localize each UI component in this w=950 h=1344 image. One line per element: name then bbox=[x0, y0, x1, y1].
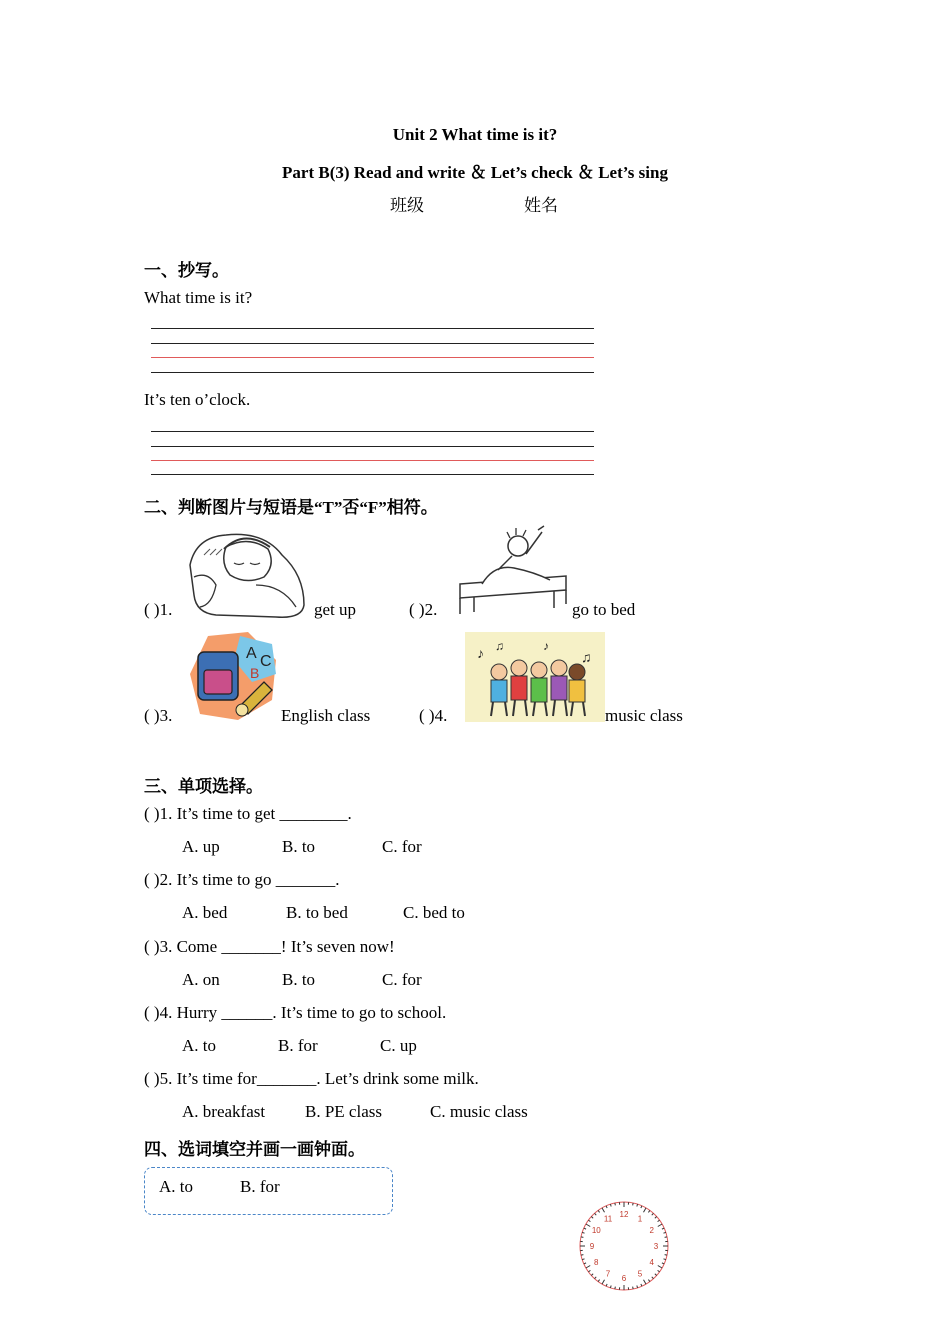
waking-boy-picture bbox=[454, 524, 572, 616]
worksheet-title: Unit 2 What time is it? bbox=[392, 125, 558, 144]
clock-tick bbox=[665, 1255, 667, 1256]
sleeping-boy-picture bbox=[186, 525, 308, 620]
mc-q2-option-c[interactable]: C. bed to bbox=[403, 903, 465, 922]
clock-tick bbox=[615, 1203, 616, 1205]
tf-item-3-phrase: English class bbox=[281, 706, 371, 725]
mc-q2-option-b[interactable]: B. to bed bbox=[286, 903, 348, 922]
mc-question-2: ( )2. It’s time to go _______. bbox=[144, 870, 340, 889]
mc-question-1: ( )1. It’s time to get ________. bbox=[144, 804, 352, 823]
section4-heading: 四、选词填空并画一画钟面。 bbox=[144, 1140, 365, 1159]
svg-text:C: C bbox=[260, 653, 272, 670]
svg-text:♫: ♫ bbox=[581, 651, 592, 666]
mc-q4-option-a[interactable]: A. to bbox=[182, 1036, 216, 1055]
mc-q3-option-a[interactable]: A. on bbox=[182, 970, 220, 989]
clock-number: 9 bbox=[589, 1242, 595, 1251]
tf-item-4-phrase: music class bbox=[605, 706, 683, 725]
mc-q5-option-a[interactable]: A. breakfast bbox=[182, 1102, 266, 1121]
clock-face-icon[interactable] bbox=[574, 1196, 674, 1296]
svg-text:♪: ♪ bbox=[477, 647, 484, 662]
clock-tick bbox=[665, 1237, 667, 1238]
clock-number: 4 bbox=[649, 1258, 654, 1267]
svg-text:A: A bbox=[246, 645, 257, 662]
mc-q2-option-a[interactable]: A. bed bbox=[182, 903, 228, 922]
school-bag-picture bbox=[188, 630, 280, 722]
section1-heading: 一、抄写。 bbox=[144, 261, 229, 280]
copy-sentence-2: It’s ten o’clock. bbox=[144, 390, 251, 409]
svg-text:♫: ♫ bbox=[495, 639, 504, 653]
worksheet-subtitle: Part B(3) Read and write ＆ Let’s check ＆ Let’s sing bbox=[282, 163, 668, 182]
mc-q5-option-c[interactable]: C. music class bbox=[430, 1102, 528, 1121]
mc-q3-option-b[interactable]: B. to bbox=[282, 970, 316, 989]
tf-item-3-number[interactable]: ( )3. bbox=[144, 706, 173, 725]
tf-item-2-number[interactable]: ( )2. bbox=[409, 600, 438, 619]
clock-number: 10 bbox=[591, 1226, 601, 1235]
svg-text:♪: ♪ bbox=[543, 639, 549, 653]
mc-q3-option-c[interactable]: C. for bbox=[382, 970, 422, 989]
mc-q1-option-b[interactable]: B. to bbox=[282, 837, 316, 856]
mc-q5-option-b[interactable]: B. PE class bbox=[305, 1102, 382, 1121]
mc-q1-option-c[interactable]: C. for bbox=[382, 837, 422, 856]
clock-number: 2 bbox=[649, 1226, 654, 1235]
mc-question-5: ( )5. It’s time for_______. Let’s drink some milk. bbox=[144, 1069, 479, 1088]
singing-kids-picture bbox=[465, 632, 605, 722]
clock-number: 5 bbox=[637, 1269, 643, 1279]
copy-sentence-1: What time is it? bbox=[144, 288, 253, 307]
word-bank-option-a[interactable]: A. to bbox=[159, 1177, 193, 1196]
clock-tick bbox=[615, 1287, 616, 1289]
mc-question-3: ( )3. Come _______! It’s seven now! bbox=[144, 937, 395, 956]
section3-heading: 三、单项选择。 bbox=[144, 777, 263, 796]
clock-number: 11 bbox=[603, 1214, 613, 1224]
clock-number: 7 bbox=[605, 1269, 611, 1279]
tf-item-1-phrase: get up bbox=[314, 600, 357, 619]
clock-number: 3 bbox=[653, 1242, 659, 1251]
word-bank-option-b[interactable]: B. for bbox=[240, 1177, 280, 1196]
clock-tick bbox=[633, 1203, 634, 1205]
mc-q4-option-b[interactable]: B. for bbox=[278, 1036, 318, 1055]
name-label: 姓名 bbox=[524, 196, 558, 215]
tf-item-2-phrase: go to bed bbox=[572, 600, 636, 619]
clock-number: 8 bbox=[594, 1258, 599, 1267]
tf-item-1-number[interactable]: ( )1. bbox=[144, 600, 173, 619]
clock-tick bbox=[581, 1237, 583, 1238]
clock-tick bbox=[633, 1287, 634, 1289]
mc-q1-option-a[interactable]: A. up bbox=[182, 837, 220, 856]
class-label: 班级 bbox=[390, 196, 424, 215]
clock-number: 6 bbox=[621, 1274, 627, 1283]
section2-heading: 二、判断图片与短语是“T”否“F”相符。 bbox=[144, 498, 438, 517]
clock-number: 12 bbox=[619, 1210, 629, 1219]
svg-text:B: B bbox=[250, 665, 260, 681]
mc-q4-option-c[interactable]: C. up bbox=[380, 1036, 417, 1055]
clock-number: 1 bbox=[637, 1214, 643, 1224]
clock-tick bbox=[581, 1255, 583, 1256]
tf-item-4-number[interactable]: ( )4. bbox=[419, 706, 448, 725]
mc-question-4: ( )4. Hurry ______. It’s time to go to school. bbox=[144, 1003, 447, 1022]
